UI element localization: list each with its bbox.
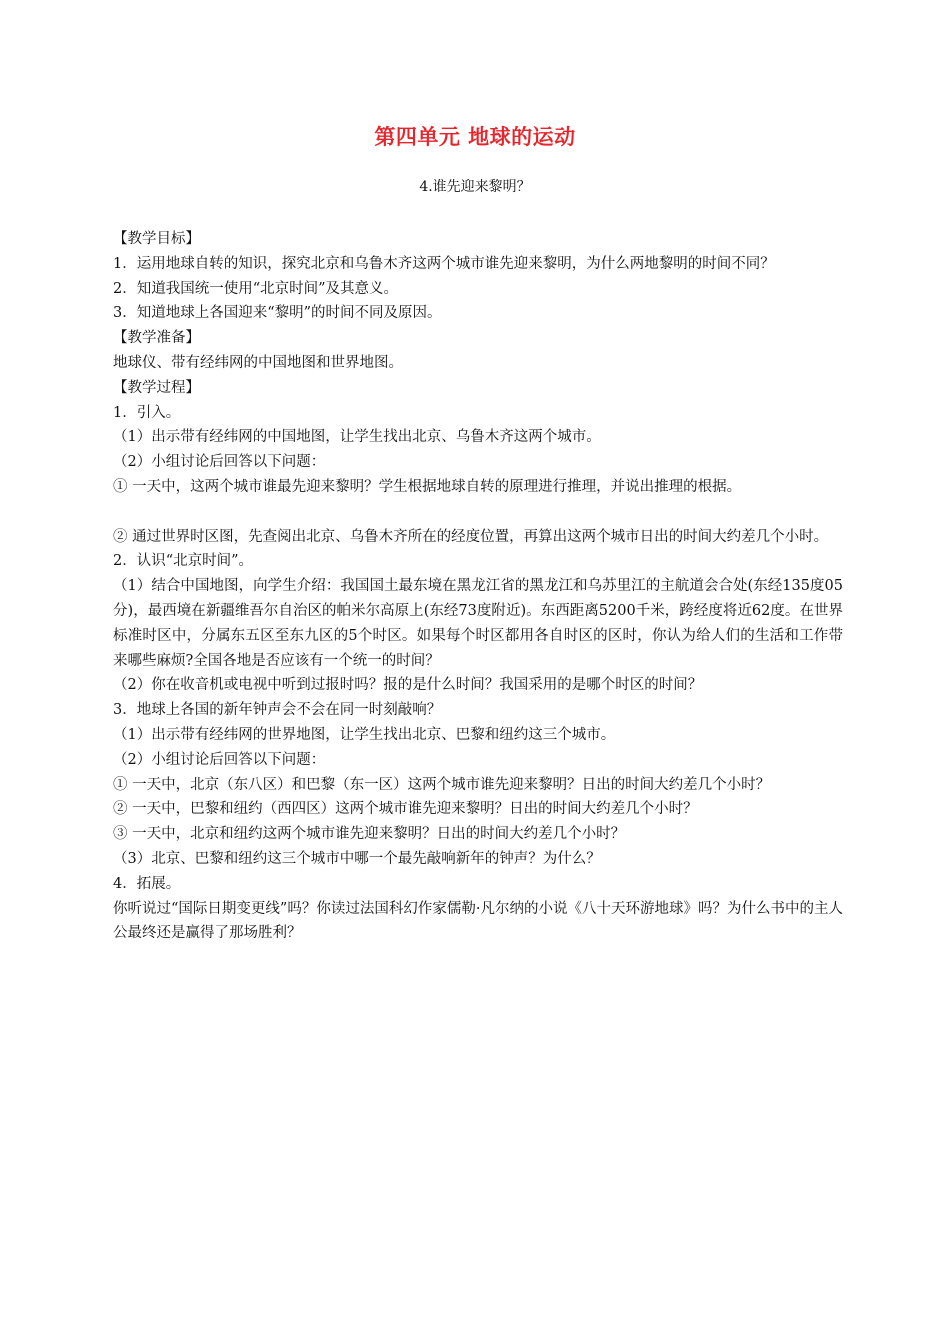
objective-item: 3．知道地球上各国迎来“黎明”的时间不同及原因。	[113, 305, 442, 322]
section-heading-objectives: 【教学目标】	[113, 231, 200, 247]
extension-text: 你听说过“国际日期变更线”吗？你读过法国科幻作家儒勒·凡尔纳的小说《八十天环游地球》吗？为什么书中的主人公最终还是赢得了那场胜利？	[113, 900, 843, 942]
process-question: ① 一天中，这两个城市谁最先迎来黎明？学生根据地球自转的原理进行推理，并说出推理的根据。	[113, 478, 742, 495]
process-question: ② 一天中，巴黎和纽约（西四区）这两个城市谁先迎来黎明？日出的时间大约差几个小时？	[113, 801, 698, 818]
document-title: 第四单元 地球的运动	[374, 125, 576, 149]
lesson-subtitle: 4.谁先迎来黎明？	[419, 179, 531, 195]
blank-line	[113, 500, 843, 525]
section-heading-process: 【教学过程】	[113, 379, 200, 396]
process-substep: （1）出示带有经纬网的世界地图，让学生找出北京、巴黎和纽约这三个城市。	[113, 726, 616, 743]
process-substep: （2）小组讨论后回答以下问题：	[113, 454, 326, 471]
objective-item: 1．运用地球自转的知识，探究北京和乌鲁木齐这两个城市谁先迎来黎明，为什么两地黎明的时间不同？	[113, 255, 775, 272]
objective-item: 2．知道我国统一使用“北京时间”及其意义。	[113, 280, 399, 297]
process-step: 4．拓展。	[113, 875, 181, 892]
process-step: 1．引入。	[113, 404, 181, 421]
process-substep: （1）结合中国地图，向学生介绍：我国国土最东境在黑龙江省的黑龙江和乌苏里江的主航道会合处(东经135度05分)，最西境在新疆维吾尔自治区的帕米尔高原上(东经73度附近)。东西距离5200千米，跨经度将近62度。在世界标准时区中，分属东五区至东九区的5个时区。如果每个时区都用各自时区的区时，你认为给人们的生活和工作带来哪些麻烦?全国各地是否应该有一个统一的时间？	[113, 578, 843, 669]
preparation-text: 地球仪、带有经纬网的中国地图和世界地图。	[113, 354, 403, 371]
section-heading-preparation: 【教学准备】	[113, 330, 200, 347]
process-question: ③ 一天中，北京和纽约这两个城市谁先迎来黎明？日出的时间大约差几个小时？	[113, 826, 626, 843]
process-substep: （2）小组讨论后回答以下问题：	[113, 751, 326, 768]
process-substep: （3）北京、巴黎和纽约这三个城市中哪一个最先敲响新年的钟声？为什么？	[113, 850, 601, 867]
process-question: ② 通过世界时区图，先查阅出北京、乌鲁木齐所在的经度位置，再算出这两个城市日出的时间大约差几个小时。	[113, 528, 829, 545]
process-substep: （1）出示带有经纬网的中国地图，让学生找出北京、乌鲁木齐这两个城市。	[113, 429, 601, 446]
process-step: 2．认识“北京时间”。	[113, 553, 254, 570]
process-step: 3．地球上各国的新年钟声会不会在同一时刻敲响？	[113, 702, 442, 719]
process-question: ① 一天中，北京（东八区）和巴黎（东一区）这两个城市谁先迎来黎明？日出的时间大约差几个小时？	[113, 776, 771, 793]
process-substep: （2）你在收音机或电视中听到过报时吗？报的是什么时间？我国采用的是哪个时区的时间？	[113, 677, 703, 694]
lesson-body	[113, 227, 843, 946]
